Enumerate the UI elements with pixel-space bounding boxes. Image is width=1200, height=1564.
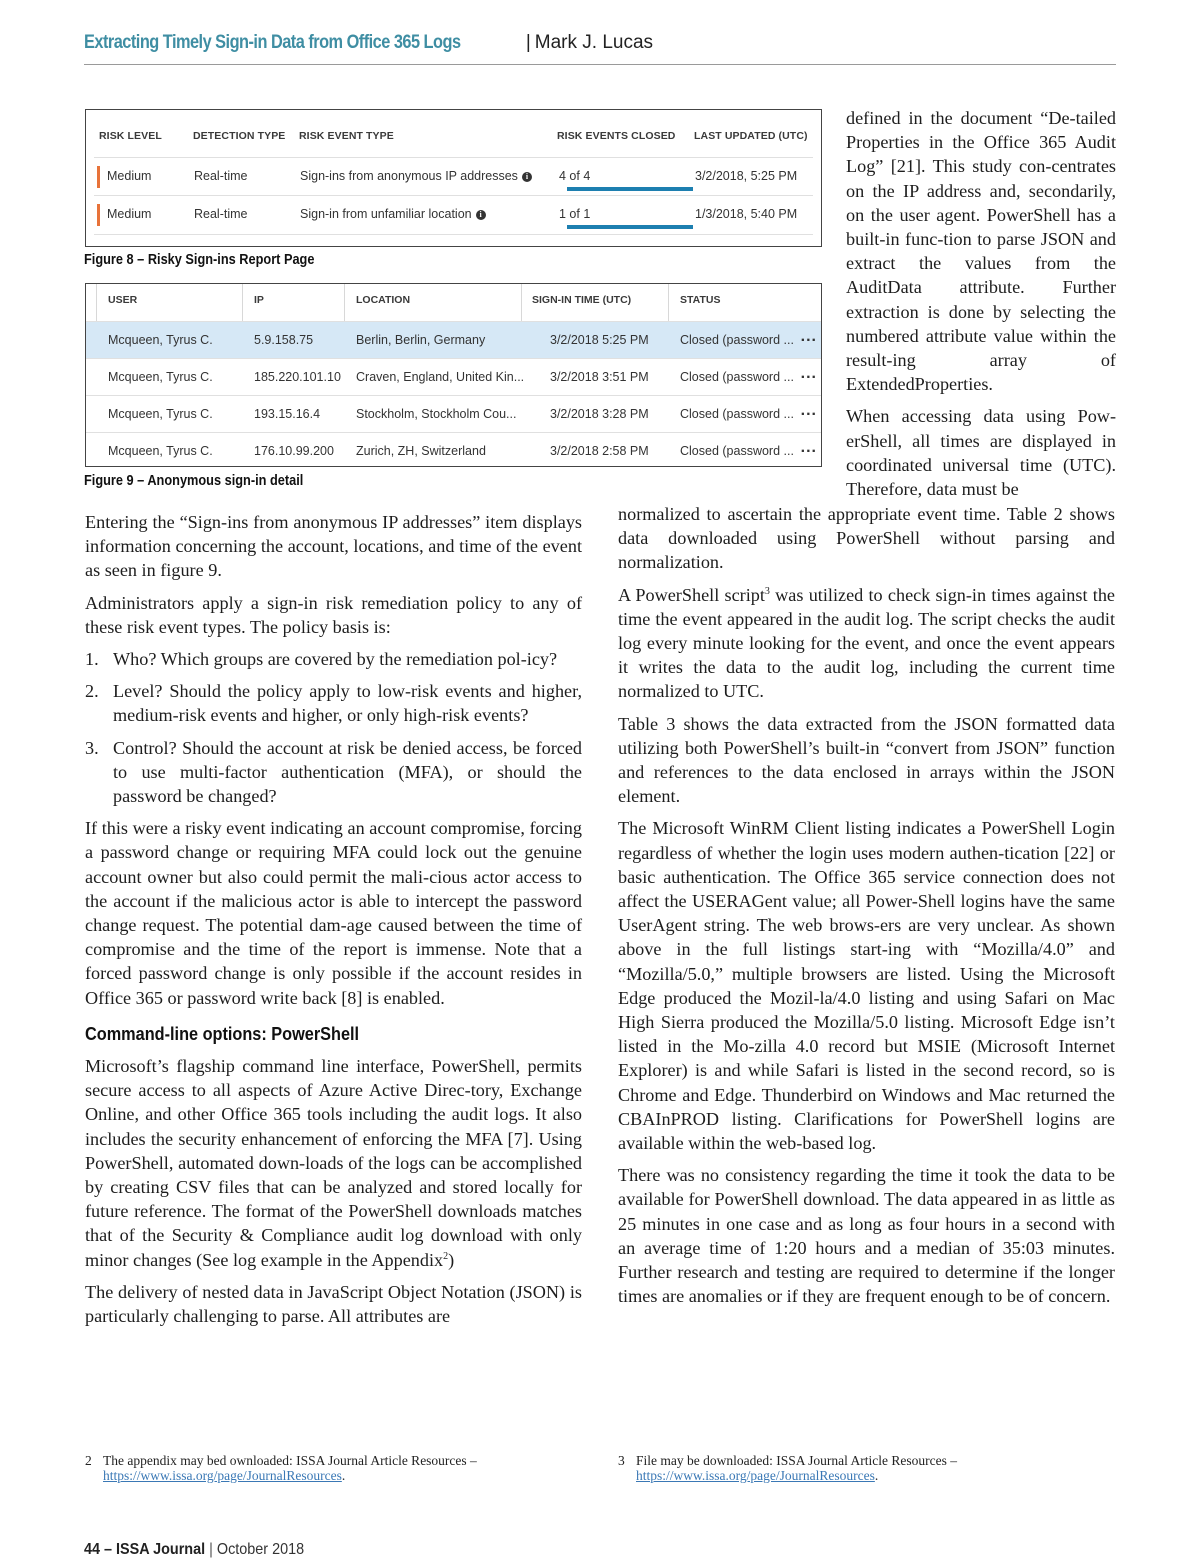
footnote-ref[interactable]: 2 (443, 1250, 449, 1262)
ip-address: 193.15.16.4 (254, 407, 321, 421)
status: Closed (password ... (680, 407, 794, 421)
paragraph: Entering the “Sign-ins from anonymous IP addresses” item displays information concerning the account, locations, and time of the event as seen in figure 9. (85, 512, 582, 581)
footer-separator: | (209, 1541, 213, 1558)
more-options-icon[interactable]: ... (800, 402, 817, 419)
location: Stockholm, Stockholm Cou... (356, 407, 517, 421)
table-row-selected[interactable] (86, 321, 821, 358)
signin-time: 3/2/2018 3:28 PM (550, 407, 649, 421)
column-header-status[interactable]: STATUS (680, 294, 721, 306)
signin-time: 3/2/2018 5:25 PM (550, 333, 649, 347)
risk-events-closed: 4 of 4 (559, 169, 591, 183)
list-number: 3. (85, 737, 99, 758)
right-column-body (618, 502, 1115, 1317)
column-header-risk-events-closed: RISK EVENTS CLOSED (557, 130, 676, 142)
last-updated: 1/3/2018, 5:40 PM (695, 207, 798, 221)
table-row[interactable] (86, 432, 821, 467)
risk-events-closed: 1 of 1 (559, 207, 591, 221)
detection-type: Real-time (194, 169, 248, 183)
footnote-text: File may be downloaded: ISSA Journal Article Resources – (636, 1453, 957, 1468)
more-options-icon[interactable]: ... (800, 328, 817, 345)
table-row[interactable] (94, 157, 813, 196)
location: Zurich, ZH, Switzerland (356, 444, 486, 458)
list-item (85, 679, 582, 727)
paragraph: When accessing data using Pow-erShell, all times are displayed in coordinated universal time (UTC). Therefore, data must be (846, 406, 1116, 500)
table-row[interactable] (94, 195, 813, 235)
info-icon[interactable]: i (522, 172, 532, 182)
page-number-journal: 44 – ISSA Journal (84, 1541, 206, 1558)
paragraph (85, 1054, 582, 1272)
column-header-ip[interactable]: IP (254, 294, 264, 306)
more-options-icon[interactable]: ... (800, 365, 817, 382)
list-text: Control? Should the account at risk be denied access, be forced to use multi-factor authentication (MFA), or should the password be changed? (113, 737, 582, 807)
list-item (85, 647, 582, 671)
figure-8-caption: Figure 8 – Risky Sign-ins Report Page (84, 252, 315, 268)
column-divider (96, 284, 97, 321)
table-row[interactable] (86, 358, 821, 395)
closed-progress-bar (567, 225, 693, 229)
risk-level: Medium (107, 169, 152, 183)
risk-level-indicator (97, 166, 100, 188)
running-header (84, 32, 1116, 65)
paragraph-text: ) (448, 1249, 455, 1270)
user: Mcqueen, Tyrus C. (108, 407, 213, 421)
footnote-text: . (341, 1468, 346, 1483)
journal-resources-link[interactable]: https://www.issa.org/page/JournalResources (636, 1468, 875, 1483)
paragraph: defined in the document “De-tailed Properties in the Office 365 Audit Log” [21]. This study con-centrates on the IP address and, secondarily, on the user agent. PowerShell has a built-in func-tion to parse JSON and extract the values from the AuditData attribute. Further extraction is done by selecting the numbered attribute value within the result-ing array of ExtendedProperties. (846, 108, 1116, 395)
figure-8-risky-signins-table (85, 109, 822, 247)
right-column-top-text (846, 106, 1116, 501)
column-divider (668, 284, 669, 321)
list-number: 2. (85, 681, 99, 702)
column-divider (521, 284, 522, 321)
column-header-signin-time[interactable]: SIGN-IN TIME (UTC) (532, 294, 632, 306)
article-title: Extracting Timely Sign-in Data from Office 365 Logs (84, 32, 461, 53)
info-icon[interactable]: i (476, 210, 486, 220)
paragraph: If this were a risky event indicating an account compromise, forcing a password change or requiring MFA could lock out the genuine account owner but also could permit the mali-cious actor access to the account if the malicious actor is able to intercept the password change request. The potential dam-age caused between the time of compromise and the time of the report is immense. Note that a forced password change is only possible if the account resides in Office 365 or password write back [8] is enabled. (85, 818, 582, 1008)
risk-event-type[interactable] (300, 169, 532, 183)
paragraph-text: Microsoft’s flagship command line interface, PowerShell, permits secure access to all aspects of Azure Active Direc-tory, Exchange Online, and other Office 365 tools including the audit logs. It also includes the security enhancement of enforcing the MFA [7]. Using PowerShell, automated down-loads of the logs can be accomplished by creating CSV files that can be analyzed and stored locally for future reference. The format of the PowerShell downloads matches that of the Security & Compliance audit log download with only minor changes (See log example in the Appendix (85, 1056, 582, 1270)
header-separator: | (525, 32, 531, 53)
footnote-number: 2 (85, 1453, 92, 1468)
list-text: Who? Which groups are covered by the remediation pol-icy? (113, 649, 558, 670)
ip-address: 185.220.101.10 (254, 370, 341, 384)
column-header-last-updated: LAST UPDATED (UTC) (694, 130, 808, 142)
footnote-2 (85, 1453, 580, 1483)
column-divider (344, 284, 345, 321)
paragraph-text: was utilized to check sign-in times against the time the event appeared in the audit log. The script checks the audit log every minute looking for the event, and once the event appears it writes the data to the audit log, including the current time normalized to UTC. (618, 584, 1115, 702)
column-header-location[interactable]: LOCATION (356, 294, 411, 306)
signin-time: 3/2/2018 2:58 PM (550, 444, 649, 458)
list-text: Level? Should the policy apply to low-risk events and higher, medium-risk events and higher, or only high-risk events? (113, 681, 582, 726)
footnote-ref[interactable]: 3 (764, 585, 770, 597)
paragraph: normalized to ascertain the appropriate event time. Table 2 shows data downloaded using PowerShell without parsing and normalization. (618, 504, 1115, 573)
footnote-text: . (874, 1468, 879, 1483)
risk-level: Medium (107, 207, 152, 221)
table-row[interactable] (86, 395, 821, 432)
page-footer (84, 1541, 304, 1559)
figure-9-signin-detail-table (85, 283, 822, 467)
detection-type: Real-time (194, 207, 248, 221)
status: Closed (password ... (680, 333, 794, 347)
status: Closed (password ... (680, 370, 794, 384)
column-header-risk-event-type: RISK EVENT TYPE (299, 130, 394, 142)
last-updated: 3/2/2018, 5:25 PM (695, 169, 798, 183)
paragraph: The delivery of nested data in JavaScript Object Notation (JSON) is particularly challenging to parse. All attributes are (85, 1281, 582, 1327)
paragraph: There was no consistency regarding the time it took the data to be available for PowerShell download. The data appeared in as little as 25 minutes in one case and as long as four hours in a second with an average time of 1:20 hours and a median of 35:03 minutes. Further research and testing are required to determine if the longer times are anomalies or if they are frequent enough to be of concern. (618, 1165, 1115, 1307)
policy-basis-list (85, 647, 582, 808)
signin-time: 3/2/2018 3:51 PM (550, 370, 649, 384)
figure-9-caption: Figure 9 – Anonymous sign-in detail (84, 473, 304, 489)
user: Mcqueen, Tyrus C. (108, 444, 213, 458)
paragraph (618, 583, 1115, 704)
user: Mcqueen, Tyrus C. (108, 370, 213, 384)
issue-date: October 2018 (216, 1541, 305, 1558)
journal-resources-link[interactable]: https://www.issa.org/page/JournalResources (103, 1468, 342, 1483)
footnote-3 (618, 1453, 1113, 1483)
risk-event-type-label: Sign-ins from anonymous IP addresses (300, 169, 518, 183)
list-item (85, 736, 582, 809)
footnote-text: The appendix may bed ownloaded: ISSA Journal Article Resources – (103, 1453, 477, 1468)
column-divider (242, 284, 243, 321)
closed-progress-bar (567, 187, 693, 191)
paragraph: The Microsoft WinRM Client listing indicates a PowerShell Login regardless of whether the login uses modern authen-tication [22] or basic authentication. The Office 365 service connection does not affect the USERAGent value; all Power-Shell logins have the same UserAgent string. The web brows-ers are very unclear. As shown above in the full listings start-ing with “Mozilla/4.0” and “Mozilla/5.0,” multiple browsers are listed. Using the Microsoft Edge produced the Mozil-la/4.0 listing and using Safari on Mac High Sierra produced the Mozilla/5.0 listing. Microsoft Edge isn’t listed in the Mo-zilla 4.0 record but MSIE (Microsoft Internet Explorer) is and while Safari is listed in the second record, so is Chrome and Edge. Thunderbird on Windows and Mac returned the CBAInPROD listing. Clarifications for PowerShell logins are available within the web-based log. (618, 818, 1115, 1154)
paragraph: Table 3 shows the data extracted from the JSON formatted data utilizing both PowerShell’s built-in “convert from JSON” function and references to the data enclosed in arrays within the JSON element. (618, 713, 1115, 807)
section-heading: Command-line options: PowerShell (85, 1022, 360, 1044)
article-author: Mark J. Lucas (534, 32, 654, 53)
risk-event-type-label: Sign-in from unfamiliar location (300, 207, 472, 221)
paragraph: Administrators apply a sign-in risk remediation policy to any of these risk event types. The policy basis is: (85, 592, 582, 637)
more-options-icon[interactable]: ... (800, 439, 817, 456)
user: Mcqueen, Tyrus C. (108, 333, 213, 347)
status: Closed (password ... (680, 444, 794, 458)
ip-address: 5.9.158.75 (254, 333, 314, 347)
location: Craven, England, United Kin... (356, 370, 525, 384)
left-column-body (85, 510, 582, 1336)
column-header-detection-type: DETECTION TYPE (193, 130, 286, 142)
footnote-number: 3 (618, 1453, 625, 1468)
column-header-user[interactable]: USER (108, 294, 138, 306)
list-number: 1. (85, 649, 99, 670)
paragraph-text: A PowerShell script (618, 584, 765, 605)
risk-level-indicator (97, 204, 100, 226)
ip-address: 176.10.99.200 (254, 444, 334, 458)
column-header-risk-level: RISK LEVEL (99, 130, 162, 142)
risk-event-type[interactable] (300, 207, 486, 221)
location: Berlin, Berlin, Germany (356, 333, 486, 347)
